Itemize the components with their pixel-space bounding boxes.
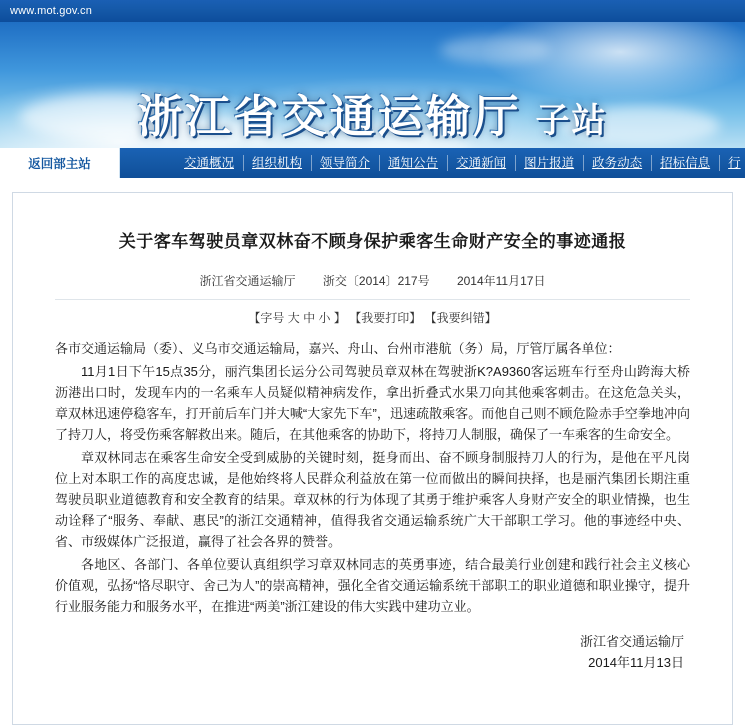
nav-item-org[interactable]: 组织机构 [243, 148, 311, 178]
article-paragraph: 章双林同志在乘客生命安全受到威胁的关键时刻，挺身而出、奋不顾身制服持刀人的行为，是他在平凡岗位上对本职工作的高度忠诚，是他始终将人民群众利益放在第一位而做出的瞬间抉择，也是丽汽集团长期注重驾驶员职业道德教育和安全教育的结果。章双林的行为体现了其勇于维护乘客人身财产安全的职业情操，也生动诠释了“服务、奉献、惠民”的浙江交通精神，值得我省交通运输系统广大干部职工学习。他的事迹经中央、省、市级媒体广泛报道，赢得了社会各界的赞誉。 [55, 450, 690, 549]
article-container [12, 192, 733, 725]
article-paragraph: 各地区、各部门、各单位要认真组织学习章双林同志的英勇事迹，结合最美行业创建和践行社会主义核心价值观，弘扬“恪尽职守、舍己为人”的崇高精神，强化全省交通运输系统干部职工的职业道德和职业操守，提升行业服务能力和服务水平，在推进“两美”浙江建设的伟大实践中建功立业。 [55, 557, 690, 614]
nav-item-notices[interactable]: 通知公告 [379, 148, 447, 178]
banner-title-main: 浙江省交通运输厅 [137, 90, 522, 143]
article-paragraph: 11月1日下午15点35分，丽汽集团长运分公司驾驶员章双林在驾驶浙K?A9360客运班车行至舟山跨海大桥沥港出口时，发现车内的一名乘车人员疑似精神病发作，拿出折叠式水果刀向其他乘客刺击。在这危急关头，章双林迅速停稳客车，打开前后车门并大喊“大家先下车”，迅速疏散乘客。而他自己则不顾危险赤手空拳地冲向了持刀人，将受伤乘客解救出来。随后，在其他乘客的协助下，将持刀人制服，确保了一车乘客的生命安全。 [55, 364, 690, 442]
nav-item-affairs[interactable]: 政务动态 [583, 148, 651, 178]
content-wrapper [0, 178, 745, 725]
article-date: 2014年11月17日 [456, 274, 546, 288]
nav-back-to-ministry[interactable]: 返回部主站 [0, 148, 120, 178]
article-body [55, 338, 690, 617]
nav-item-industry[interactable]: 行 [719, 148, 745, 178]
article-signature [55, 631, 690, 673]
fontsize-large-button[interactable]: 大 [287, 311, 300, 325]
nav-item-overview[interactable]: 交通概况 [184, 156, 235, 170]
fontsize-medium-button[interactable]: 中 [303, 311, 316, 325]
article-title: 关于客车驾驶员章双林奋不顾身保护乘客生命财产安全的事迹通报 [118, 232, 627, 252]
nav-item-leaders[interactable]: 领导简介 [311, 148, 379, 178]
report-error-button[interactable]: 【我要纠错】 [424, 311, 497, 325]
gov-url-label: www.mot.gov.cn [10, 5, 93, 17]
main-navigation [0, 148, 745, 178]
article-source: 浙江省交通运输厅 [199, 274, 296, 288]
site-banner [0, 22, 745, 148]
article-paragraph: 各市交通运输局（委）、义乌市交通运输局，嘉兴、舟山、台州市港航（务）局，厅管厅属各单位： [55, 341, 621, 356]
nav-item-photos[interactable]: 图片报道 [515, 148, 583, 178]
article-tools [55, 309, 690, 326]
cloud-decoration-icon [440, 36, 550, 64]
nav-item-news[interactable]: 交通新闻 [447, 148, 515, 178]
nav-item-bidding[interactable]: 招标信息 [651, 148, 719, 178]
nav-item-list [120, 148, 745, 178]
print-button[interactable]: 【我要打印】 [349, 311, 422, 325]
fontsize-close-bracket: 】 [333, 311, 346, 325]
signature-org: 浙江省交通运输厅 [579, 634, 684, 649]
banner-title [0, 80, 745, 145]
gov-topbar [0, 0, 745, 22]
fontsize-small-button[interactable]: 小 [318, 311, 331, 325]
article-meta [55, 272, 690, 300]
banner-title-sub: 子站 [535, 101, 608, 141]
fontsize-label: 【字号 [248, 311, 285, 325]
signature-date: 2014年11月13日 [588, 655, 684, 670]
article-doc-number: 浙交〔2014〕217号 [322, 274, 430, 288]
